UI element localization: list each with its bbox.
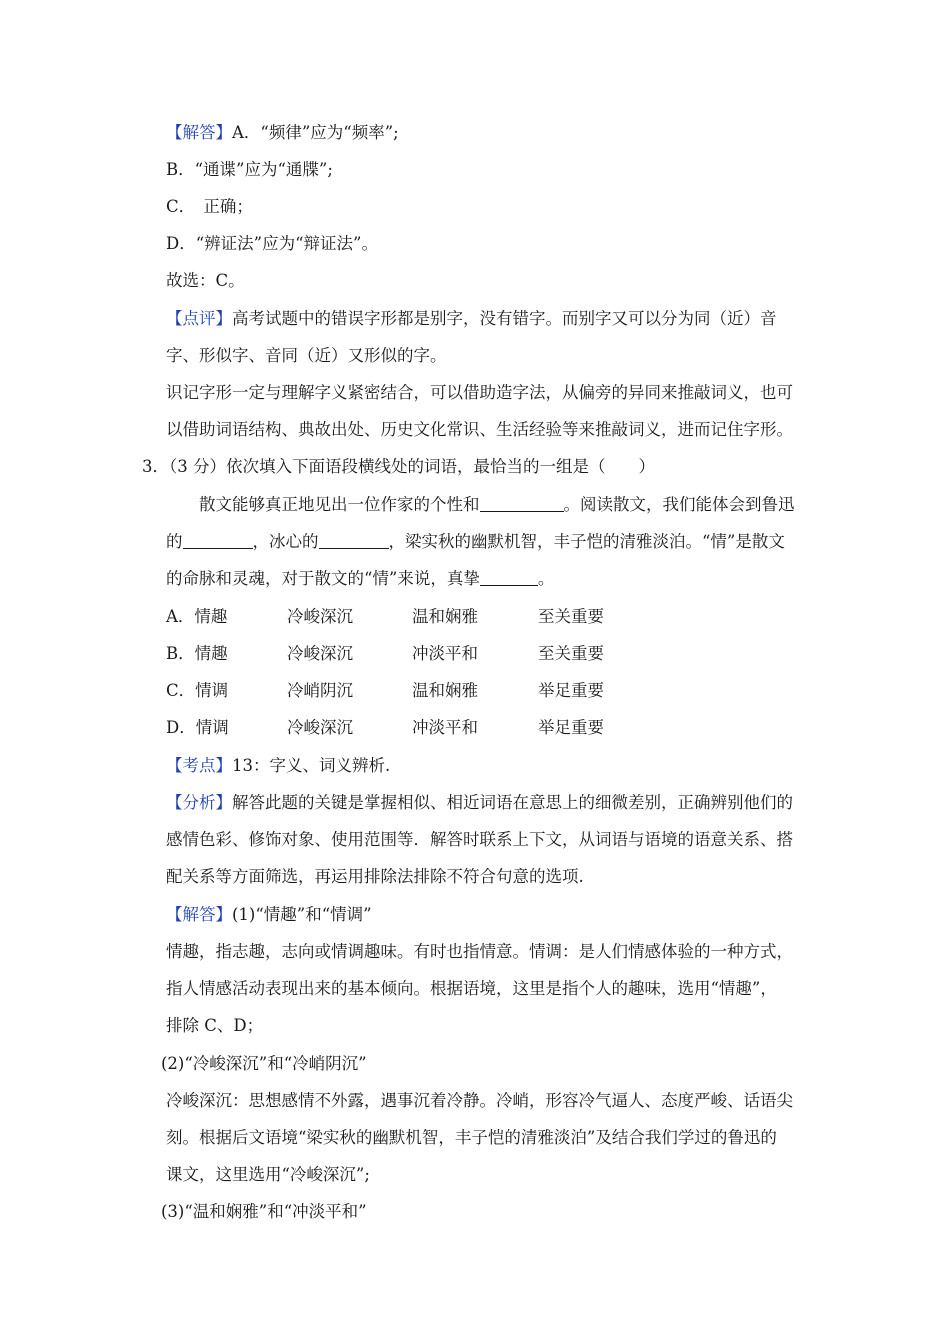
comment-line-2: 字、形似字、音同（近）又形似的字。 (166, 346, 447, 365)
question3-passage-line-2: 的 ，冰心的 ，梁实秋的幽默机智，丰子恺的清雅淡泊。“情”是散文 (166, 532, 785, 551)
fenxi-line-2: 感情色彩、修饰对象、使用范围等．解答时联系上下文，从词语与语境的语意关系、搭 (166, 830, 793, 849)
fenxi-line-3: 配关系等方面筛选，再运用排除法排除不符合句意的选项. (166, 867, 584, 886)
answer-tag: 【解答】 (166, 905, 232, 924)
answer3-line-1: 情趣，指志趣，志向或情调趣味。有时也指情意。情调：是人们情感体验的一种方式， (166, 942, 793, 961)
answer-tag: 【解答】 (166, 123, 232, 142)
answer3-line-3: 排除 C、D； (166, 1016, 264, 1035)
blank-2 (183, 532, 253, 549)
answer3-line-4: 冷峻深沉：思想感情不外露，遇事沉着冷静。冷峭，形容冷气逼人、态度严峻、话语尖 (166, 1091, 793, 1110)
document-page: 【解答】A．“频律”应为“频率”; B．“通谍”应为“通牒”; C． 正确； D．“辨证法”应为“辩证法”。 故选：C。 【点评】高考试题中的错误字形都是别字，没有错字。而别字又可以分为同（近）音 字、形似字、音同（近）又形似的字。 识记字形一定与理解字义紧密结合，可以借助造字法，从偏旁的异同来推敲词义，也可 以借助词语结构、典故出处、历史文化常识、生活经验等来推敲词义，进而记住字形。 3．（3 分）依次填入下面语段横线处的词语，最恰当的一组是（ ） 散文能够真正地见出一位作家的个性和 。阅读散文，我们能体会到鲁迅 的 ，冰心的 ，梁实秋的幽默机智，丰子恺的清雅淡泊。“情”是散文 的命脉和灵魂，对于散文的“情”来说，真挚 。 A．情趣 冷峻深沉 温和娴雅 至关重要 B．情趣 冷峻深沉 冲淡平和 至关重要 C．情调 冷峭阴沉 温和娴雅 举足重要 D．情调 冷峻深沉 冲淡平和 举足重要 【考点】13：字义、词义辨析. 【分析】解答此题的关键是掌握相似、相近词语在意思上的细微差别，正确辨别他们的 感情色彩、修饰对象、使用范围等．解答时联系上下文，从词语与语境的语意关系、搭 配关系等方面筛选，再运用排除法排除不符合句意的选项. 【解答】(1)“情趣”和“情调” 情趣，指志趣，志向或情调趣味。有时也指情意。情调：是人们情感体验的一种方式， 指人情感活动表现出来的基本倾向。根据语境，这里是指个人的趣味，选用“情趣”， 排除 C、D； (2)“冷峻深沉”和“冷峭阴沉” 冷峻深沉：思想感情不外露，遇事沉着冷静。冷峭，形容冷气逼人、态度严峻、话语尖 刻。根据后文语境“梁实秋的幽默机智，丰子恺的清雅淡泊”及结合我们学过的鲁迅的 课文，这里选用“冷峻深沉”; (3)“温和娴雅”和“冲淡平和” (142, 123, 795, 1221)
answer3-line-2: 指人情感活动表现出来的基本倾向。根据语境，这里是指个人的趣味，选用“情趣”， (166, 979, 777, 998)
blank-4 (480, 569, 538, 586)
answer3-heading-3: (3)“温和娴雅”和“冲淡平和” (161, 1202, 367, 1221)
answer1-line-b: B．“通谍”应为“通牒”; (166, 160, 333, 179)
fenxi-line-1: 【分析】解答此题的关键是掌握相似、相近词语在意思上的细微差别，正确辨别他们的 (166, 793, 793, 812)
comment-tag: 【点评】 (166, 309, 232, 328)
question3-stem: 3．（3 分）依次填入下面语段横线处的词语，最恰当的一组是（ ） (142, 457, 655, 476)
blank-3 (319, 532, 389, 549)
answer3-line-5: 刻。根据后文语境“梁实秋的幽默机智，丰子恺的清雅淡泊”及结合我们学过的鲁迅的 (166, 1128, 777, 1147)
question3-passage-line-3: 的命脉和灵魂，对于散文的“情”来说，真挚 。 (166, 569, 555, 588)
comment-line-4: 以借助词语结构、典故出处、历史文化常识、生活经验等来推敲词义，进而记住字形。 (166, 420, 793, 439)
answer1-line-a: 【解答】A．“频律”应为“频率”; (166, 123, 399, 142)
answer3-line-6: 课文，这里选用“冷峻深沉”; (166, 1165, 370, 1184)
comment-line-3: 识记字形一定与理解字义紧密结合，可以借助造字法，从偏旁的异同来推敲词义，也可 (166, 383, 793, 402)
question3-passage-line-1: 散文能够真正地见出一位作家的个性和 。阅读散文，我们能体会到鲁迅 (199, 495, 795, 514)
kaodian-line: 【考点】13：字义、词义辨析. (166, 756, 391, 775)
kaodian-tag: 【考点】 (166, 756, 232, 775)
answer3-heading-2: (2)“冷峻深沉”和“冷峭阴沉” (161, 1054, 367, 1073)
answer1-line-c: C． 正确； (166, 197, 253, 216)
answer1-line-d: D．“辨证法”应为“辩证法”。 (166, 234, 378, 253)
blank-1 (480, 495, 564, 512)
fenxi-tag: 【分析】 (166, 793, 232, 812)
answer3-heading-1: 【解答】(1)“情趣”和“情调” (166, 905, 372, 924)
comment-line-1: 【点评】高考试题中的错误字形都是别字，没有错字。而别字又可以分为同（近）音 (166, 309, 777, 328)
answer1-choice: 故选：C。 (166, 271, 245, 290)
